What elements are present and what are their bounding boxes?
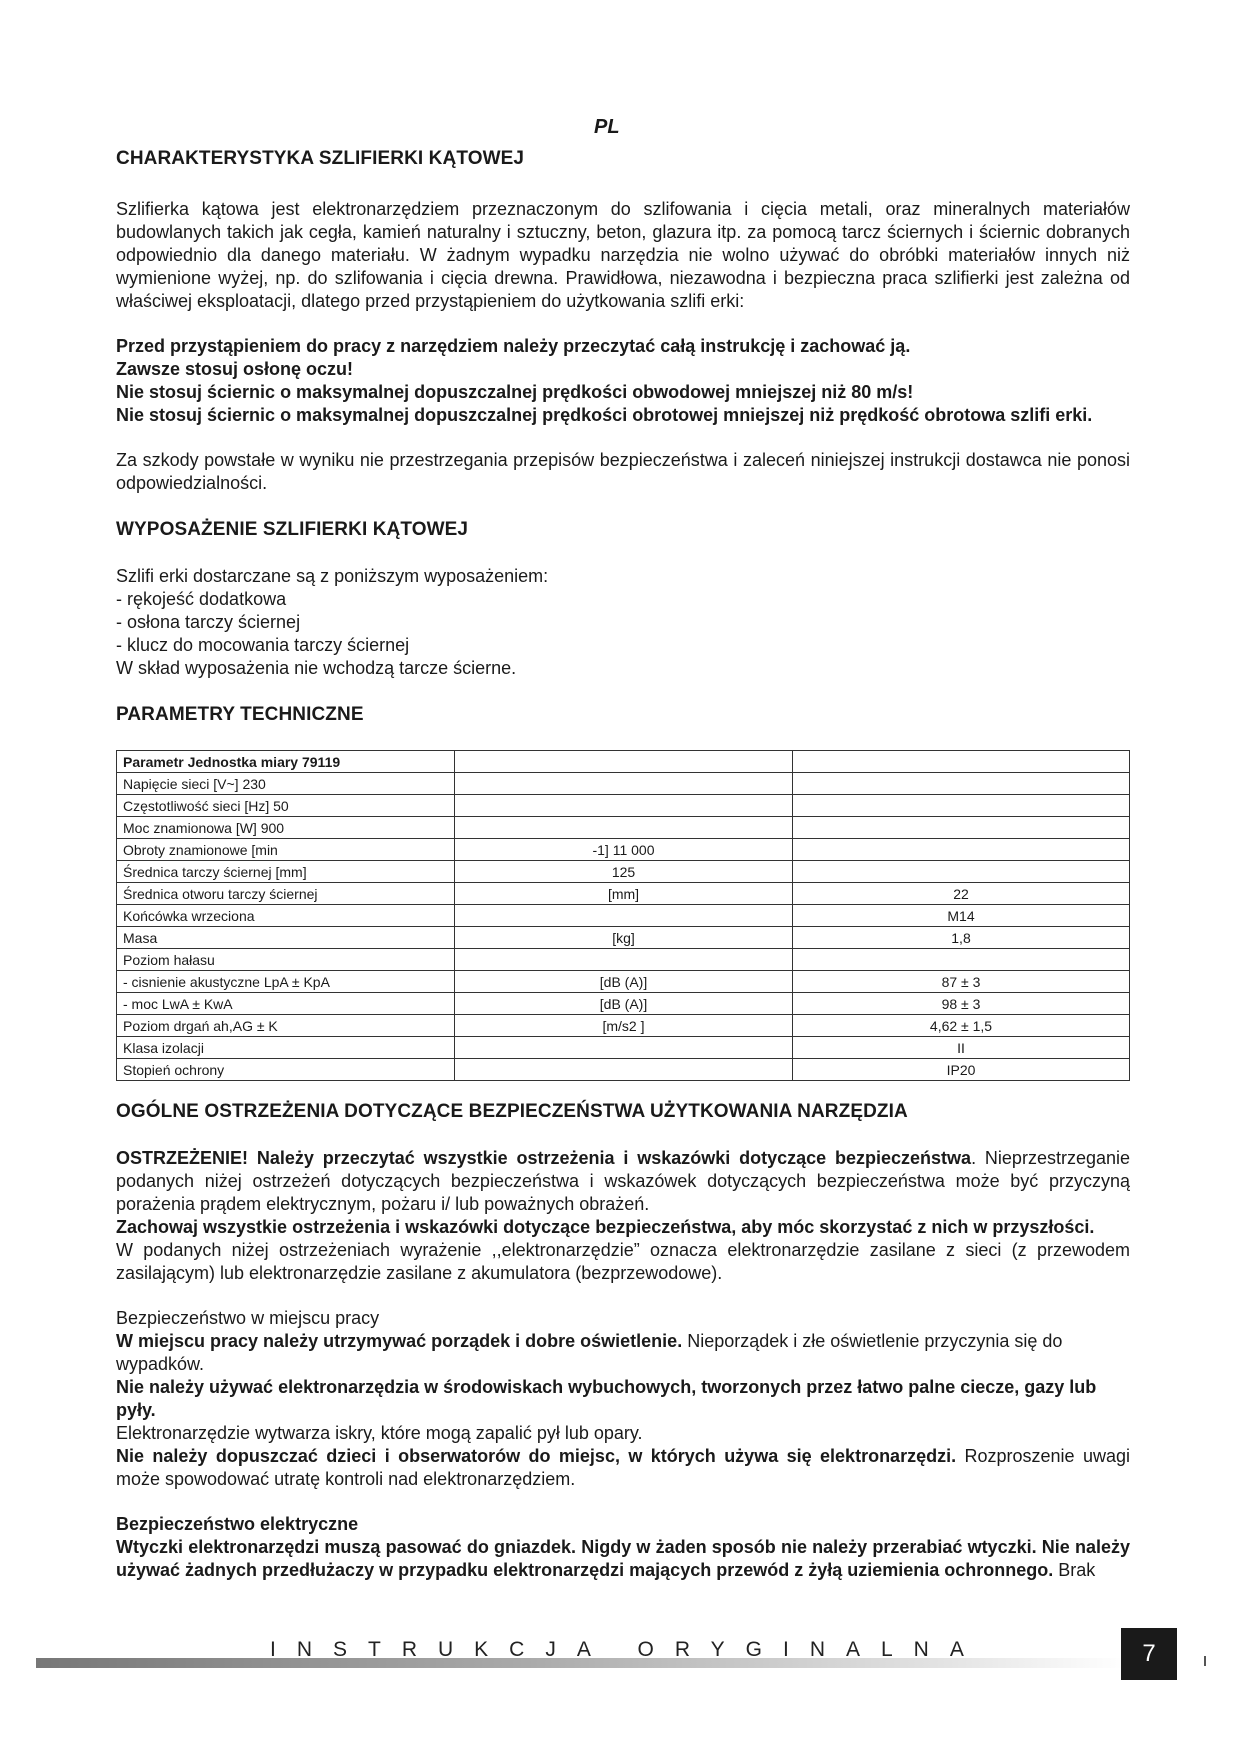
table-cell: - moc LwA ± KwA — [117, 993, 455, 1015]
equipment-intro: Szlifi erki dostarczane są z poniższym wyposażeniem: — [116, 566, 549, 586]
table-row — [117, 949, 1130, 971]
table-cell — [455, 1037, 793, 1059]
workplace-rule-bold: Nie należy dopuszczać dzieci i obserwatorów do miejsc, w których używa się elektronarzędzi. — [116, 1446, 957, 1466]
table-cell — [455, 949, 793, 971]
characteristics-intro: Szlifierka kątowa jest elektronarzędziem przeznaczonym do szlifowania i cięcia metali, oraz mineralnych materiałów budowlanych takich jak cegła, kamień naturalny i sztuczny, beton, glazura itp. za pomocą tarcz ściernych i ściernic dobranych odpowiednio dla danego materiału. W żadnym wypadku narzędzia nie wolno używać do obróbki materiałów innych niż wymienione wyżej, np. do szlifowania i cięcia drewna. Prawidłowa, niezawodna i bezpieczna praca szlifierki jest zależna od właściwej eksploatacji, dlatego przed przystąpieniem do użytkowania szlifi erki: — [116, 199, 1130, 311]
table-row — [117, 773, 1130, 795]
table-cell: M14 — [793, 905, 1130, 927]
table-cell — [793, 949, 1130, 971]
table-cell — [793, 795, 1130, 817]
table-cell — [455, 773, 793, 795]
table-row — [117, 751, 1130, 773]
table-cell: 4,62 ± 1,5 — [793, 1015, 1130, 1037]
table-row — [117, 883, 1130, 905]
table-cell: Średnica otworu tarczy ściernej — [117, 883, 455, 905]
table-cell — [793, 839, 1130, 861]
warning-line: Zawsze stosuj osłonę oczu! — [116, 359, 354, 379]
table-cell: II — [793, 1037, 1130, 1059]
workplace-rule-rest: Nieporządek i złe oświetlenie przyczynia się do wypadków. — [116, 1331, 1063, 1374]
list-item: - rękojeść dodatkowa — [116, 589, 287, 609]
table-cell — [793, 751, 1130, 773]
table-cell: 87 ± 3 — [793, 971, 1130, 993]
workplace-rule — [116, 1445, 1130, 1491]
page-content — [116, 148, 1130, 1582]
safety-heading: OGÓLNE OSTRZEŻENIA DOTYCZĄCE BEZPIECZEŃSTWA UŻYTKOWANIA NARZĘDZIA — [116, 1101, 908, 1122]
safety-warning-rest: . Nieprzestrzeganie podanych niżej ostrzeżeń dotyczących bezpieczeństwa i wskazówek dotyczących bezpieczeństwa może być przyczyną porażenia prądem elektrycznym, pożaru i/ lub poważnych obrażeń. — [116, 1148, 1130, 1214]
table-cell — [793, 861, 1130, 883]
language-marker: PL — [594, 116, 620, 138]
list-item: - osłona tarczy ściernej — [116, 612, 301, 632]
table-cell — [455, 1059, 793, 1081]
list-item: - klucz do mocowania tarczy ściernej — [116, 635, 410, 655]
equipment-list — [116, 588, 1130, 657]
electrical-rule-bold: Wtyczki elektronarzędzi muszą pasować do gniazdek. Nigdy w żaden sposób nie należy przerabiać wtyczki. Nie należy używać żadnych przedłużaczy w przypadku elektronarzędzi mających przewód z żyłą uziemienia ochronnego. — [116, 1537, 1130, 1580]
table-cell: Moc znamionowa [W] 900 — [117, 817, 455, 839]
table-cell: Częstotliwość sieci [Hz] 50 — [117, 795, 455, 817]
workplace-rule — [116, 1330, 1130, 1376]
table-row — [117, 1037, 1130, 1059]
table-cell: Klasa izolacji — [117, 1037, 455, 1059]
table-cell: 22 — [793, 883, 1130, 905]
table-row — [117, 795, 1130, 817]
table-cell: [kg] — [455, 927, 793, 949]
table-cell: 125 — [455, 861, 793, 883]
warning-line: Nie stosuj ściernic o maksymalnej dopuszczalnej prędkości obrotowej mniejszej niż prędkość obrotowa szlifi erki. — [116, 405, 1093, 425]
parameters-table — [116, 750, 1130, 1081]
footer-tick — [1204, 1656, 1206, 1666]
table-cell: - cisnienie akustyczne LpA ± KpA — [117, 971, 455, 993]
table-cell — [455, 751, 793, 773]
table-cell: IP20 — [793, 1059, 1130, 1081]
table-cell — [455, 795, 793, 817]
table-cell: Końcówka wrzeciona — [117, 905, 455, 927]
table-cell: [dB (A)] — [455, 993, 793, 1015]
table-cell: Masa — [117, 927, 455, 949]
table-cell — [455, 905, 793, 927]
table-cell: [dB (A)] — [455, 971, 793, 993]
table-cell: -1] 11 000 — [455, 839, 793, 861]
table-row — [117, 1059, 1130, 1081]
safety-warning — [116, 1147, 1130, 1216]
table-row — [117, 839, 1130, 861]
page-footer — [0, 1628, 1241, 1708]
electrical-title: Bezpieczeństwo elektryczne — [116, 1514, 359, 1534]
table-cell: Poziom hałasu — [117, 949, 455, 971]
table-cell: Średnica tarczy ściernej [mm] — [117, 861, 455, 883]
workplace-rule-bold: W miejscu pracy należy utrzymywać porządek i dobre oświetlenie. — [116, 1331, 683, 1351]
page-number: 7 — [1121, 1628, 1177, 1680]
table-cell: Napięcie sieci [V~] 230 — [117, 773, 455, 795]
table-cell: Obroty znamionowe [min — [117, 839, 455, 861]
electrical-rule — [116, 1536, 1130, 1582]
table-cell — [455, 817, 793, 839]
table-row — [117, 927, 1130, 949]
liability-note: Za szkody powstałe w wyniku nie przestrzegania przepisów bezpieczeństwa i zaleceń niniejszej instrukcji dostawca nie ponosi odpowiedzialności. — [116, 450, 1130, 493]
footer-title: INSTRUKCJA ORYGINALNA — [270, 1638, 985, 1661]
equipment-heading: WYPOSAŻENIE SZLIFIERKI KĄTOWEJ — [116, 519, 469, 540]
table-cell — [793, 817, 1130, 839]
characteristics-heading: CHARAKTERYSTYKA SZLIFIERKI KĄTOWEJ — [116, 148, 525, 169]
table-cell: Stopień ochrony — [117, 1059, 455, 1081]
table-row — [117, 993, 1130, 1015]
table-cell: [m/s2 ] — [455, 1015, 793, 1037]
table-row — [117, 817, 1130, 839]
table-cell: Parametr Jednostka miary 79119 — [117, 751, 455, 773]
warning-line: Przed przystąpieniem do pracy z narzędziem należy przeczytać całą instrukcję i zachować ją. — [116, 336, 911, 356]
table-row — [117, 861, 1130, 883]
parameters-heading: PARAMETRY TECHNICZNE — [116, 704, 364, 725]
table-cell — [793, 773, 1130, 795]
workplace-rule: Nie należy używać elektronarzędzia w środowiskach wybuchowych, tworzonych przez łatwo palne ciecze, gazy lub pyły. — [116, 1377, 1097, 1420]
workplace-title: Bezpieczeństwo w miejscu pracy — [116, 1308, 380, 1328]
keep-instructions: Zachowaj wszystkie ostrzeżenia i wskazówki dotyczące bezpieczeństwa, aby móc skorzystać z nich w przyszłości. — [116, 1217, 1095, 1237]
table-row — [117, 1015, 1130, 1037]
workplace-rule: Elektronarzędzie wytwarza iskry, które mogą zapalić pył lub opary. — [116, 1423, 643, 1443]
equipment-note: W skład wyposażenia nie wchodzą tarcze ścierne. — [116, 658, 517, 678]
table-cell: Poziom drgań ah,AG ± K — [117, 1015, 455, 1037]
table-row — [117, 905, 1130, 927]
table-cell: 1,8 — [793, 927, 1130, 949]
table-cell: [mm] — [455, 883, 793, 905]
workplace-rule-rest: Rozproszenie uwagi może spowodować utratę kontroli nad elektronarzędziem. — [116, 1446, 1130, 1489]
table-row — [117, 971, 1130, 993]
electrical-rule-rest: Brak — [1053, 1560, 1096, 1580]
warning-line: Nie stosuj ściernic o maksymalnej dopuszczalnej prędkości obwodowej mniejszej niż 80 m/s! — [116, 382, 914, 402]
term-definition: W podanych niżej ostrzeżeniach wyrażenie ,,elektronarzędzie” oznacza elektronarzędzie zasilane z sieci (z przewodem zasilającym) lub elektronarzędzie zasilane z akumulatora (bezprzewodowe). — [116, 1240, 1130, 1283]
warnings-block — [116, 335, 1130, 427]
safety-warning-bold: OSTRZEŻENIE! Należy przeczytać wszystkie ostrzeżenia i wskazówki dotyczące bezpieczeństwa — [116, 1148, 972, 1168]
table-cell: 98 ± 3 — [793, 993, 1130, 1015]
